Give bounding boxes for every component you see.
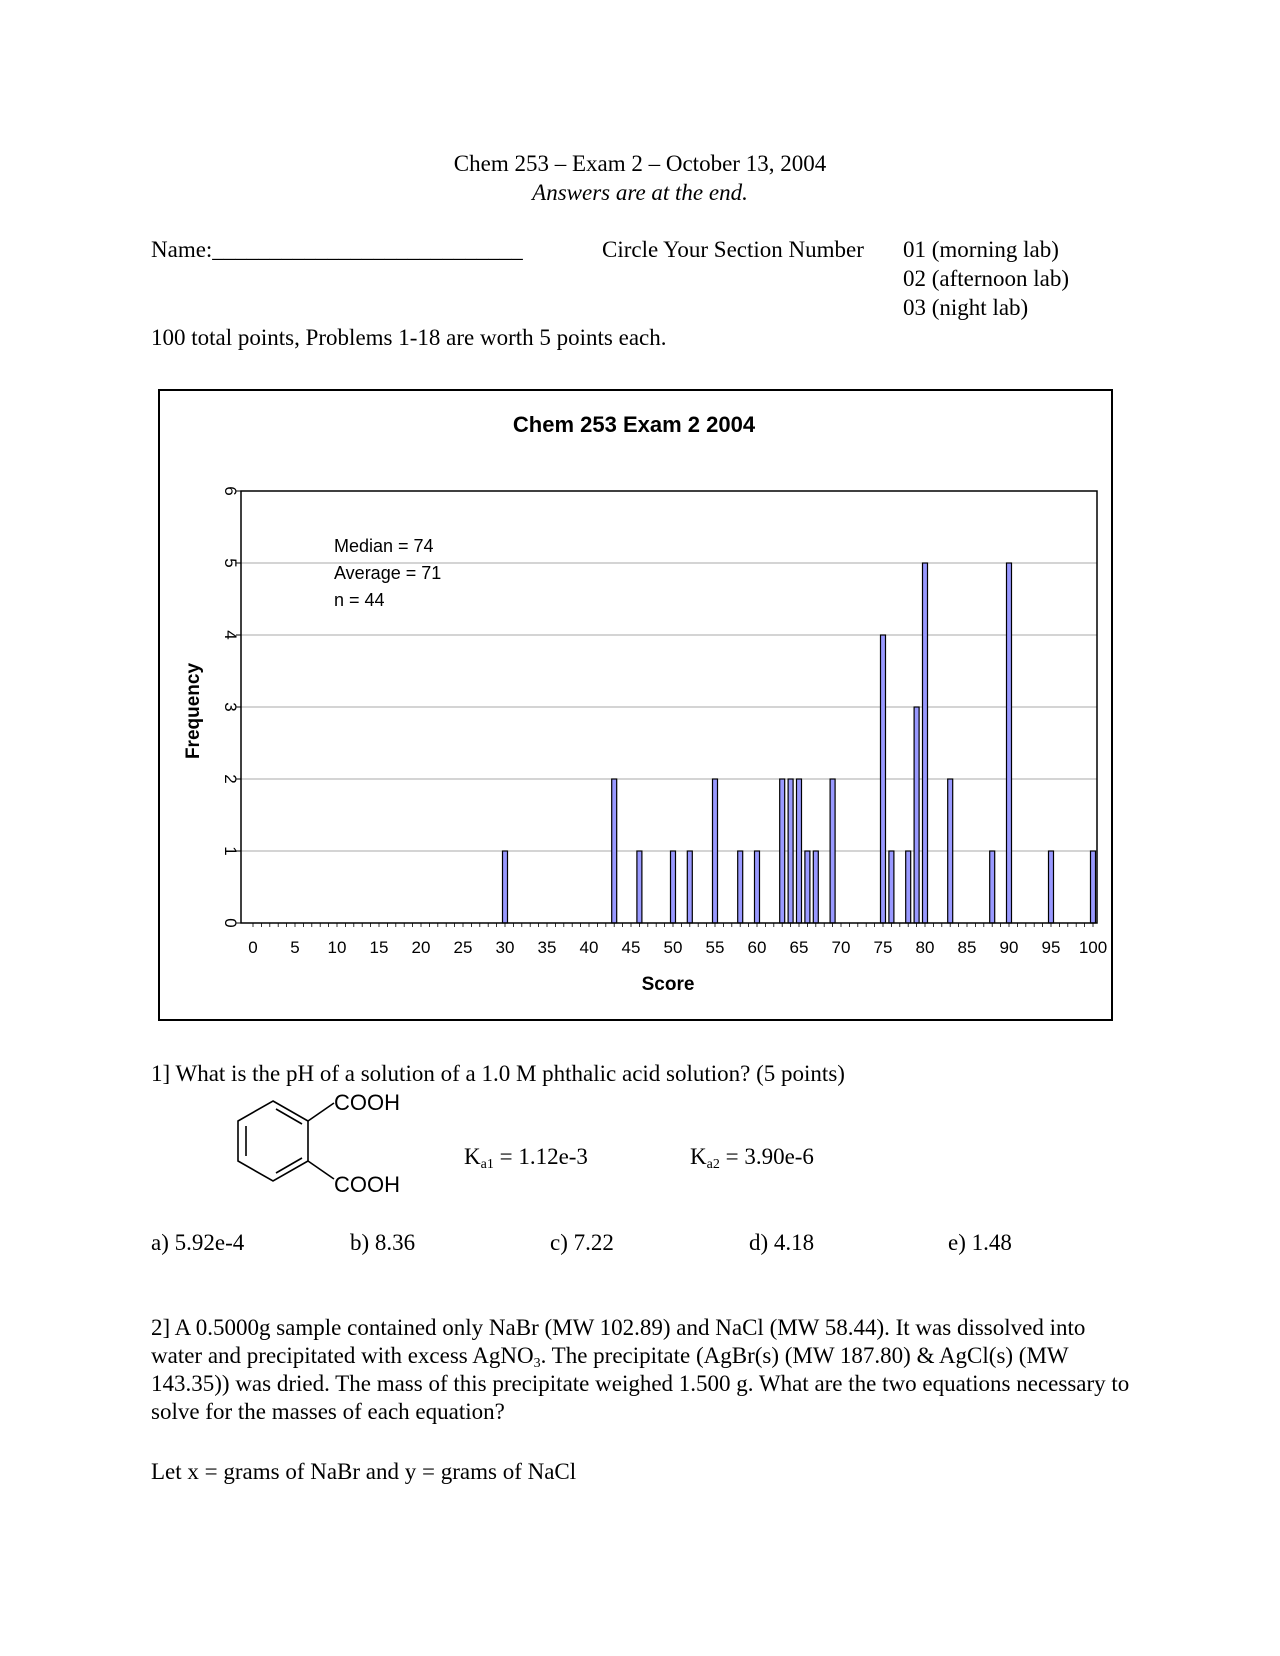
x-tick-label: 70 [831,938,851,957]
x-tick-label: 100 [1078,938,1108,957]
histogram-bar [797,779,802,923]
ka1-value [464,1143,588,1171]
carboxyl-bond-top [308,1103,334,1121]
x-tick-label: 40 [579,938,599,957]
histogram-bar [906,851,911,923]
x-tick-label: 65 [789,938,809,957]
ka1-symbol: K [464,1144,481,1169]
question-1-text: 1] What is the pH of a solution of a 1.0 M phthalic acid solution? (5 points) [151,1061,845,1086]
histogram-bar [830,779,835,923]
y-tick-label: 2 [221,774,240,784]
y-tick-label: 5 [221,558,240,568]
histogram-bar [1007,563,1012,923]
y-tick-label: 6 [221,486,240,496]
phthalic-acid-structure [226,1090,346,1200]
score-histogram [158,389,1113,1021]
section-option-02: 02 (afternoon lab) [903,266,1070,291]
histogram-bar [738,851,743,923]
question-2-text [151,1314,1141,1426]
histogram-bar [881,635,886,923]
x-tick-label: 35 [537,938,557,957]
x-tick-label: 15 [369,938,389,957]
x-tick-label: 5 [290,938,300,957]
ka2-symbol: K [690,1144,707,1169]
x-axis-label: Score [641,974,695,995]
histogram-bar [713,779,718,923]
x-tick-label: 60 [747,938,767,957]
histogram-bar [813,851,818,923]
x-tick-label: 80 [915,938,935,957]
histogram-bar [612,779,617,923]
stats-median: Median = 74 [334,536,434,556]
histogram-bar [923,563,928,923]
x-tick-label: 30 [495,938,515,957]
question-2-subscript: 3 [533,1356,541,1371]
x-tick-label: 75 [873,938,893,957]
answer-choice-c: c) 7.22 [550,1230,614,1255]
carboxyl-group-bottom: COOH [334,1172,400,1197]
section-prompt: Circle Your Section Number [602,237,864,262]
ka1-subscript: a1 [480,1157,494,1172]
benzene-ring [238,1101,308,1181]
histogram-bar [1091,851,1096,923]
x-tick-label: 85 [957,938,977,957]
histogram-bar [687,851,692,923]
question-2-part2: . The precipitate (AgBr(s) (MW 187.80) & AgCl(s) (MW 143.35)) was dried. The mass of this precipitate weighed 1.500 g. What are the two equations necessary to solve for the masses of each equation? [151,1343,1130,1424]
stats-count: n = 44 [334,590,385,610]
carboxyl-bond-bottom [308,1161,334,1179]
x-tick-label: 50 [663,938,683,957]
x-tick-label: 10 [327,938,347,957]
x-tick-label: 90 [999,938,1019,957]
answer-choice-e: e) 1.48 [948,1230,1012,1255]
histogram-bar [503,851,508,923]
histogram-bar [948,779,953,923]
x-tick-label: 55 [705,938,725,957]
answer-choice-a: a) 5.92e-4 [151,1230,245,1255]
carboxyl-group-top: COOH [334,1090,400,1115]
histogram-bar [805,851,810,923]
chart-frame [159,390,1112,1020]
exam-title: Chem 253 – Exam 2 – October 13, 2004 [453,151,827,176]
answer-choice-b: b) 8.36 [350,1230,416,1255]
y-tick-label: 4 [221,630,240,640]
chart-canvas [158,389,1113,1021]
y-tick-label: 3 [221,702,240,712]
ring-double-bond [276,1158,302,1173]
histogram-bar [788,779,793,923]
x-tick-label: 25 [453,938,473,957]
points-note: 100 total points, Problems 1-18 are worth 5 points each. [151,325,667,350]
histogram-bar [671,851,676,923]
chart-title: Chem 253 Exam 2 2004 [512,412,756,437]
ka2-value [690,1143,814,1171]
histogram-bar [914,707,919,923]
histogram-bar [889,851,894,923]
histogram-bar [780,779,785,923]
ka2-subscript: a2 [706,1157,720,1172]
y-tick-label: 1 [221,846,240,856]
ka2-number: = 3.90e-6 [719,1144,814,1169]
variable-definition: Let x = grams of NaBr and y = grams of NaCl [151,1459,577,1484]
stats-average: Average = 71 [334,563,442,583]
ring-double-bond [276,1109,302,1124]
x-tick-label: 20 [411,938,431,957]
y-tick-label: 0 [221,918,240,928]
answer-choice-d: d) 4.18 [749,1230,815,1255]
histogram-bar [990,851,995,923]
y-axis-label: Frequency [183,662,204,760]
histogram-bar [1049,851,1054,923]
x-tick-label: 95 [1041,938,1061,957]
histogram-bar [637,851,642,923]
ka1-number: = 1.12e-3 [493,1144,588,1169]
section-option-03: 03 (night lab) [903,295,1029,320]
x-tick-label: 45 [621,938,641,957]
x-tick-label: 0 [248,938,258,957]
exam-subtitle: Answers are at the end. [532,180,748,205]
section-option-01: 01 (morning lab) [903,237,1059,262]
name-field-label: Name:___________________________ [151,237,523,262]
question-2-part1: 2] A 0.5000g sample contained only NaBr (MW 102.89) and NaCl (MW 58.44). It was dissolved into water and precipitated with excess AgNO [151,1315,1086,1368]
histogram-bar [755,851,760,923]
